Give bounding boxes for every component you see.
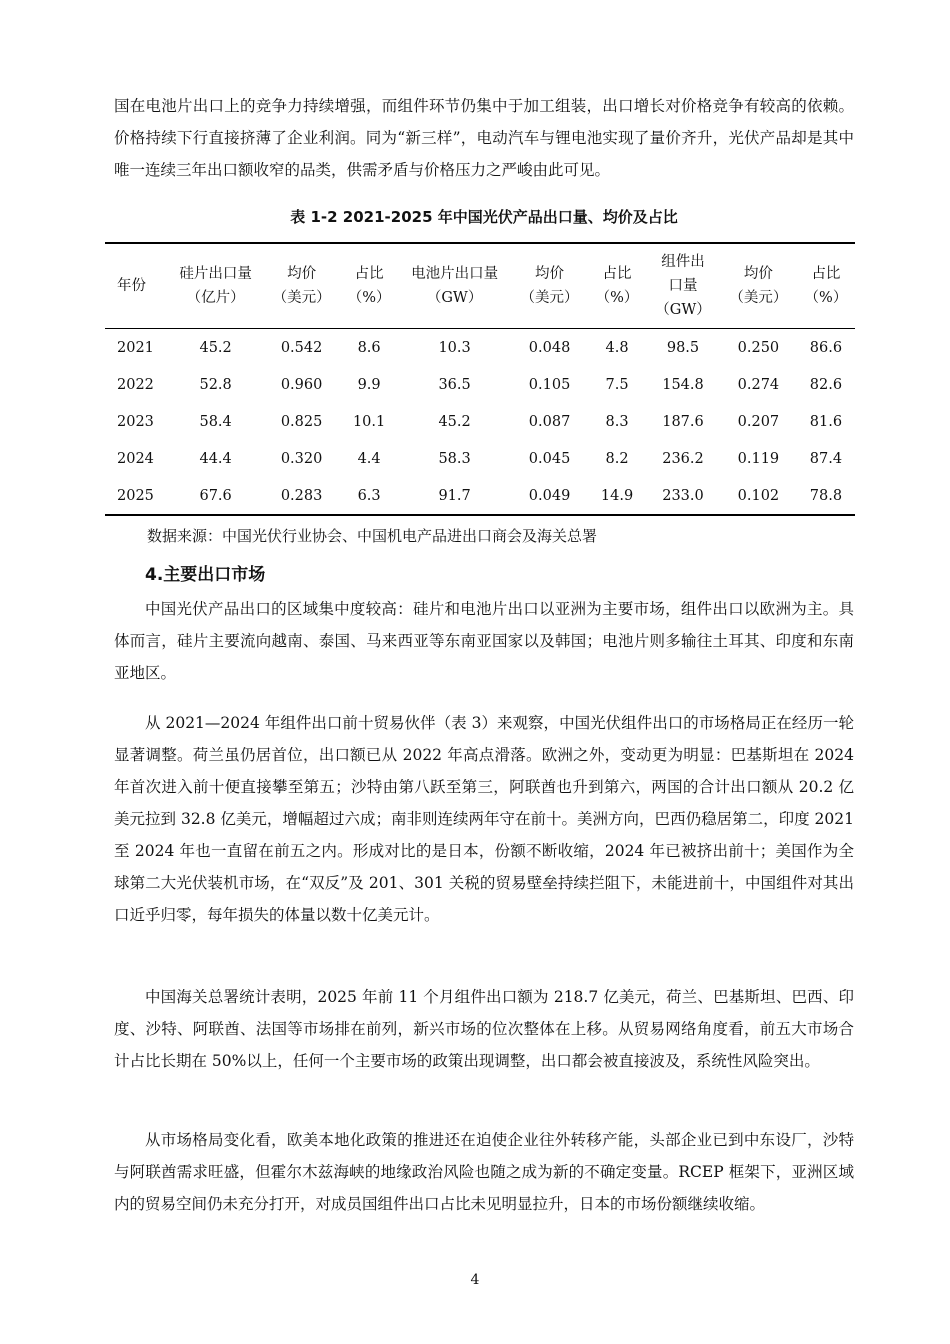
table-body (105, 329, 855, 516)
column-header-line: （美元） (729, 290, 788, 306)
table-cell: 91.7 (438, 487, 471, 504)
column-header-line: （GW） (426, 290, 483, 306)
year-cell: 2022 (117, 376, 154, 393)
year-cell: 2023 (117, 413, 154, 430)
column-header-line: 均价 (743, 266, 773, 282)
table-cell: 0.960 (280, 376, 323, 393)
export-table (105, 242, 855, 516)
table-source-note: 数据来源：中国光伏行业协会、中国机电产品进出口商会及海关总署 (147, 527, 598, 545)
table-row (105, 403, 855, 440)
table-cell: 187.6 (662, 413, 704, 430)
table-cell: 0.049 (528, 487, 571, 504)
table-cell: 0.048 (528, 339, 571, 356)
column-header-line: 硅片出口量 (179, 266, 252, 282)
table-cell: 0.320 (280, 450, 323, 467)
column-header-line: （%） (804, 290, 848, 306)
table-cell: 10.3 (438, 339, 471, 356)
table-cell: 67.6 (199, 487, 232, 504)
table-cell: 8.2 (605, 450, 629, 467)
table-cell: 0.045 (528, 450, 571, 467)
column-header-line: （%） (347, 290, 391, 306)
table-cell: 45.2 (438, 413, 471, 430)
table-row (105, 366, 855, 403)
table-cell: 0.250 (737, 339, 780, 356)
column-header-line: （%） (595, 290, 639, 306)
year-cell: 2025 (117, 487, 154, 504)
table-row (105, 329, 855, 367)
column-header-line: 占比 (811, 266, 841, 282)
table-cell: 0.119 (737, 450, 780, 467)
table-cell: 0.102 (737, 487, 780, 504)
column-header-line: 均价 (535, 266, 565, 282)
table-cell: 87.4 (809, 450, 843, 467)
paragraph-top-ten-partners: 从 2021—2024 年组件出口前十贸易伙伴（表 3）来观察，中国光伏组件出口的市场格局正在经历一轮显著调整。荷兰虽仍居首位，出口额已从 2022 年高点滑落。欧洲之外，变动更为明显：巴基斯坦在 2024 年首次进入前十便直接攀至第五；沙特由第八跃至第三，阿联酋也升到第六，两国的合计出口额从 20.2 亿美元拉到 32.8 亿美元，增幅超过六成；南非则连续两年守在前十。美洲方向，巴西仍稳居第二，印度 2021 至 2024 年也一直留在前五之内。形成对比的是日本，份额不断收缩，2024 年已被挤出前十；美国作为全球第二大光伏装机市场，在“双反”及 201、301 关税的贸易壁垒持续拦阻下，未能进前十，中国组件对其出口近乎归零，每年损失的体量以数十亿美元计。 (114, 714, 854, 924)
table-cell: 44.4 (199, 450, 232, 467)
table-cell: 4.4 (357, 450, 381, 467)
column-header-line: 均价 (287, 266, 317, 282)
page-number: 4 (470, 1272, 480, 1288)
column-header (511, 243, 588, 329)
paragraph-market-shift: 从市场格局变化看，欧美本地化政策的推进还在迫使企业往外转移产能，头部企业已到中东设厂，沙特与阿联酋需求旺盛，但霍尔木兹海峡的地缘政治风险也随之成为新的不确定变量。RCEP 框架下，亚洲区域内的贸易空间仍未充分打开，对成员国组件出口占比未见明显拉升，日本的市场份额继续收缩。 (114, 1131, 854, 1213)
table-cell: 0.087 (528, 413, 571, 430)
table-header-row (105, 243, 855, 329)
column-header-line: （GW） (655, 302, 711, 318)
column-header (646, 243, 720, 329)
table-cell: 0.207 (737, 413, 780, 430)
column-header-line: 占比 (602, 266, 632, 282)
table-cell: 82.6 (809, 376, 843, 393)
table-cell: 10.1 (352, 413, 386, 430)
table-caption: 表 1-2 2021-2025 年中国光伏产品出口量、均价及占比 (290, 208, 678, 226)
table-cell: 52.8 (199, 376, 232, 393)
table-cell: 8.3 (605, 413, 629, 430)
table-cell: 0.825 (280, 413, 323, 430)
table-cell: 36.5 (438, 376, 471, 393)
column-header-line: 电池片出口量 (411, 266, 499, 282)
table-cell: 0.542 (280, 339, 323, 356)
column-header (588, 243, 646, 329)
table-cell: 7.5 (605, 376, 629, 393)
table-cell: 6.3 (357, 487, 381, 504)
table-cell: 154.8 (662, 376, 704, 393)
table-cell: 98.5 (666, 339, 700, 356)
column-header (340, 243, 398, 329)
table-cell: 14.9 (600, 487, 634, 504)
table-cell: 78.8 (809, 487, 843, 504)
column-header-line: （美元） (272, 290, 331, 306)
intro-paragraph: 国在电池片出口上的竞争力持续增强，而组件环节仍集中于加工组装，出口增长对价格竞争有较高的依赖。价格持续下行直接挤薄了企业利润。同为“新三样”，电动汽车与锂电池实现了量价齐升，光伏产品却是其中唯一连续三年出口额收窄的品类，供需矛盾与价格压力之严峻由此可见。 (114, 97, 854, 179)
table-cell: 233.0 (662, 487, 704, 504)
year-cell: 2021 (117, 339, 154, 356)
table-cell: 236.2 (662, 450, 704, 467)
column-header-line: 口量 (668, 278, 698, 294)
column-header (168, 243, 263, 329)
column-header (398, 243, 511, 329)
table-cell: 0.283 (280, 487, 323, 504)
table-cell: 0.105 (528, 376, 571, 393)
column-header-line: （亿片） (186, 290, 245, 306)
column-header (797, 243, 855, 329)
section-heading: 4.主要出口市场 (145, 565, 266, 585)
column-header-line: 年份 (117, 278, 146, 294)
table-cell: 8.6 (357, 339, 381, 356)
table-cell: 0.274 (737, 376, 780, 393)
column-header (105, 243, 168, 329)
column-header (263, 243, 340, 329)
column-header-line: 组件出 (661, 254, 705, 270)
table-row (105, 440, 855, 477)
table-cell: 81.6 (809, 413, 843, 430)
table-cell: 58.4 (199, 413, 232, 430)
table-cell: 86.6 (809, 339, 843, 356)
table-cell: 4.8 (605, 339, 629, 356)
paragraph-customs-statistics: 中国海关总署统计表明，2025 年前 11 个月组件出口额为 218.7 亿美元，荷兰、巴基斯坦、巴西、印度、沙特、阿联酋、法国等市场排在前列，新兴市场的位次整体在上移。从贸易网络角度看，前五大市场合计占比长期在 50%以上，任何一个主要市场的政策出现调整，出口都会被直接波及，系统性风险突出。 (114, 988, 854, 1070)
table-cell: 58.3 (438, 450, 471, 467)
column-header-line: （美元） (520, 290, 579, 306)
paragraph-regional-concentration: 中国光伏产品出口的区域集中度较高：硅片和电池片出口以亚洲为主要市场，组件出口以欧洲为主。具体而言，硅片主要流向越南、泰国、马来西亚等东南亚国家以及韩国；电池片则多输往土耳其、印度和东南亚地区。 (114, 600, 854, 682)
year-cell: 2024 (117, 450, 154, 467)
table-row (105, 477, 855, 515)
column-header (720, 243, 797, 329)
table-cell: 9.9 (357, 376, 381, 393)
table-cell: 45.2 (199, 339, 232, 356)
column-header-line: 占比 (354, 266, 384, 282)
